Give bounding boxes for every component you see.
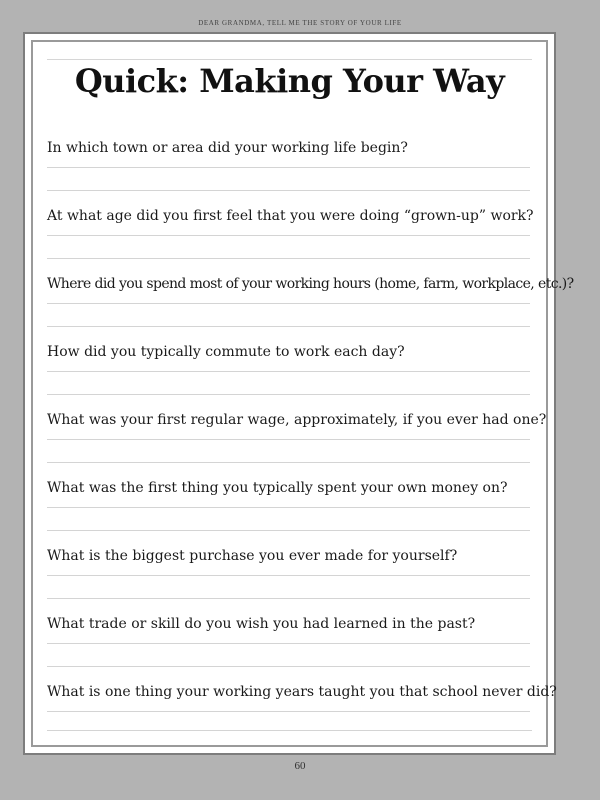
question-block	[47, 614, 536, 682]
question-text: What was the first thing you typically spent your own money on?	[47, 480, 508, 496]
question-text: At what age did you first feel that you were doing “grown-up” work?	[47, 208, 534, 224]
question-text: Where did you spend most of your working hours (home, farm, workplace, etc.)?	[47, 276, 574, 292]
running-header: DEAR GRANDMA, TELL ME THE STORY OF YOUR LIFE	[198, 19, 402, 27]
page-number: 60	[294, 760, 306, 772]
bottom-rule	[47, 730, 532, 731]
answer-line[interactable]	[47, 507, 530, 508]
question-block	[47, 274, 574, 342]
answer-line[interactable]	[47, 167, 530, 168]
answer-line[interactable]	[47, 666, 530, 667]
answer-line[interactable]	[47, 575, 530, 576]
answer-line[interactable]	[47, 643, 530, 644]
page-title: Quick: Making Your Way	[74, 62, 505, 100]
answer-line[interactable]	[47, 711, 530, 712]
top-rule	[47, 59, 532, 60]
answer-line[interactable]	[47, 439, 530, 440]
answer-line[interactable]	[47, 530, 530, 531]
question-text: How did you typically commute to work each day?	[47, 344, 405, 360]
answer-line[interactable]	[47, 462, 530, 463]
question-text: What trade or skill do you wish you had learned in the past?	[47, 616, 476, 632]
question-text: What was your first regular wage, approximately, if you ever had one?	[47, 412, 547, 428]
question-block	[47, 138, 536, 206]
question-block	[47, 546, 536, 614]
question-text: What is one thing your working years taught you that school never did?	[47, 684, 557, 700]
question-block	[47, 478, 536, 546]
page-frame	[23, 32, 574, 755]
answer-line[interactable]	[47, 190, 530, 191]
page-inner-frame	[31, 40, 574, 747]
question-text: What is the biggest purchase you ever made for yourself?	[47, 548, 458, 564]
question-text: In which town or area did your working life begin?	[47, 140, 408, 156]
question-block	[47, 206, 536, 274]
answer-line[interactable]	[47, 258, 530, 259]
answer-line[interactable]	[47, 394, 530, 395]
answer-line[interactable]	[47, 235, 530, 236]
answer-line[interactable]	[47, 371, 530, 372]
answer-line[interactable]	[47, 598, 530, 599]
answer-line[interactable]	[47, 326, 530, 327]
question-block	[47, 342, 536, 410]
question-block	[47, 410, 547, 478]
question-block	[47, 682, 557, 750]
answer-line[interactable]	[47, 303, 530, 304]
